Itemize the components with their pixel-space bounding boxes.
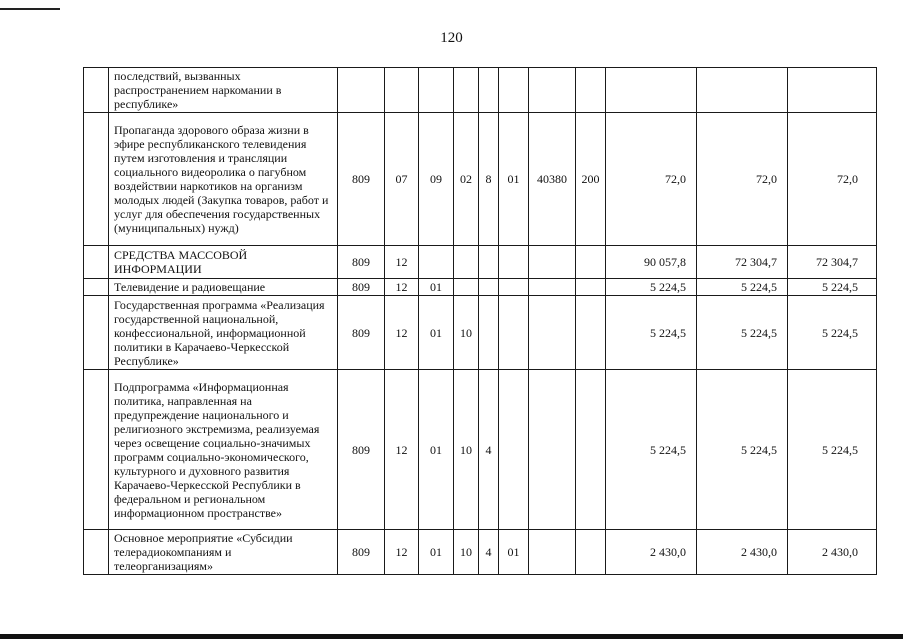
amount-year1-cell: 90 057,8	[606, 246, 697, 279]
table-row	[84, 246, 877, 279]
ministry-code-cell: 809	[338, 296, 385, 370]
scan-edge-mark	[0, 8, 60, 10]
item-name-cell: Телевидение и радиовещание	[109, 279, 338, 296]
expense-type-cell	[576, 296, 606, 370]
section-code-cell: 12	[385, 246, 419, 279]
row-number-cell	[84, 530, 109, 575]
measure-code-cell: 01	[499, 530, 529, 575]
row-number-cell	[84, 296, 109, 370]
direction-code-cell	[529, 370, 576, 530]
subsection-code-cell: 01	[419, 530, 454, 575]
measure-code-cell: 01	[499, 113, 529, 246]
table-row	[84, 370, 877, 530]
subsection-code-cell	[419, 246, 454, 279]
subprogram-code-cell	[479, 279, 499, 296]
amount-year1-cell	[606, 68, 697, 113]
item-name-cell: Пропаганда здорового образа жизни в эфире республиканского телевидения путем изготовления и трансляции социального видеоролика о пагубном воздействии наркотиков на организм молодых людей (Закупка товаров, работ и услуг для обеспечения государственных (муниципальных) нужд)	[109, 113, 338, 246]
section-code-cell: 12	[385, 370, 419, 530]
subsection-code-cell: 01	[419, 279, 454, 296]
program-code-cell	[454, 246, 479, 279]
measure-code-cell	[499, 68, 529, 113]
subprogram-code-cell: 4	[479, 370, 499, 530]
table-body	[84, 68, 877, 575]
subprogram-code-cell: 4	[479, 530, 499, 575]
section-code-cell	[385, 68, 419, 113]
expense-type-cell	[576, 246, 606, 279]
section-code-cell: 12	[385, 279, 419, 296]
item-name-cell: Государственная программа «Реализация государственной национальной, конфессиональной, информационной политики в Карачаево-Черкесской Республике»	[109, 296, 338, 370]
amount-year1-cell: 72,0	[606, 113, 697, 246]
subprogram-code-cell	[479, 68, 499, 113]
amount-year3-cell: 5 224,5	[788, 296, 877, 370]
amount-year3-cell: 72 304,7	[788, 246, 877, 279]
row-number-cell	[84, 113, 109, 246]
ministry-code-cell: 809	[338, 113, 385, 246]
amount-year2-cell: 5 224,5	[697, 279, 788, 296]
item-name-cell: Подпрограмма «Информационная политика, направленная на предупреждение национального и религиозного экстремизма, реализуемая через освещение социально-значимых программ социально-экономического, культурного и духовного развития Карачаево-Черкесской Республики в федеральном и региональном информационном пространстве»	[109, 370, 338, 530]
amount-year2-cell: 5 224,5	[697, 296, 788, 370]
amount-year2-cell	[697, 68, 788, 113]
program-code-cell: 10	[454, 296, 479, 370]
table-row	[84, 296, 877, 370]
ministry-code-cell	[338, 68, 385, 113]
ministry-code-cell: 809	[338, 530, 385, 575]
table-row	[84, 68, 877, 113]
expense-type-cell	[576, 68, 606, 113]
program-code-cell: 10	[454, 530, 479, 575]
measure-code-cell	[499, 296, 529, 370]
amount-year2-cell: 2 430,0	[697, 530, 788, 575]
table-row	[84, 530, 877, 575]
program-code-cell: 10	[454, 370, 479, 530]
subprogram-code-cell	[479, 246, 499, 279]
scan-bottom-edge	[0, 634, 903, 639]
item-name-cell: Основное мероприятие «Субсидии телерадиокомпаниям и телеорганизациям»	[109, 530, 338, 575]
amount-year3-cell	[788, 68, 877, 113]
row-number-cell	[84, 279, 109, 296]
direction-code-cell	[529, 530, 576, 575]
amount-year3-cell: 5 224,5	[788, 370, 877, 530]
page-number: 120	[440, 30, 463, 46]
expense-type-cell: 200	[576, 113, 606, 246]
budget-table	[83, 67, 877, 575]
amount-year2-cell: 5 224,5	[697, 370, 788, 530]
measure-code-cell	[499, 246, 529, 279]
program-code-cell: 02	[454, 113, 479, 246]
direction-code-cell	[529, 246, 576, 279]
subsection-code-cell: 09	[419, 113, 454, 246]
section-code-cell: 07	[385, 113, 419, 246]
program-code-cell	[454, 279, 479, 296]
direction-code-cell	[529, 279, 576, 296]
subprogram-code-cell: 8	[479, 113, 499, 246]
row-number-cell	[84, 246, 109, 279]
measure-code-cell	[499, 370, 529, 530]
row-number-cell	[84, 370, 109, 530]
subsection-code-cell: 01	[419, 370, 454, 530]
amount-year1-cell: 2 430,0	[606, 530, 697, 575]
ministry-code-cell: 809	[338, 246, 385, 279]
ministry-code-cell: 809	[338, 370, 385, 530]
item-name-cell: последствий, вызванных распространением наркомании в республике»	[109, 68, 338, 113]
section-code-cell: 12	[385, 296, 419, 370]
amount-year1-cell: 5 224,5	[606, 370, 697, 530]
subprogram-code-cell	[479, 296, 499, 370]
amount-year3-cell: 72,0	[788, 113, 877, 246]
expense-type-cell	[576, 530, 606, 575]
subsection-code-cell	[419, 68, 454, 113]
table-row	[84, 113, 877, 246]
measure-code-cell	[499, 279, 529, 296]
amount-year3-cell: 2 430,0	[788, 530, 877, 575]
row-number-cell	[84, 68, 109, 113]
amount-year1-cell: 5 224,5	[606, 279, 697, 296]
amount-year2-cell: 72,0	[697, 113, 788, 246]
table-row	[84, 279, 877, 296]
amount-year3-cell: 5 224,5	[788, 279, 877, 296]
expense-type-cell	[576, 370, 606, 530]
ministry-code-cell: 809	[338, 279, 385, 296]
program-code-cell	[454, 68, 479, 113]
direction-code-cell	[529, 68, 576, 113]
section-code-cell: 12	[385, 530, 419, 575]
direction-code-cell: 40380	[529, 113, 576, 246]
amount-year2-cell: 72 304,7	[697, 246, 788, 279]
expense-type-cell	[576, 279, 606, 296]
subsection-code-cell: 01	[419, 296, 454, 370]
item-name-cell: СРЕДСТВА МАССОВОЙ ИНФОРМАЦИИ	[109, 246, 338, 279]
amount-year1-cell: 5 224,5	[606, 296, 697, 370]
direction-code-cell	[529, 296, 576, 370]
